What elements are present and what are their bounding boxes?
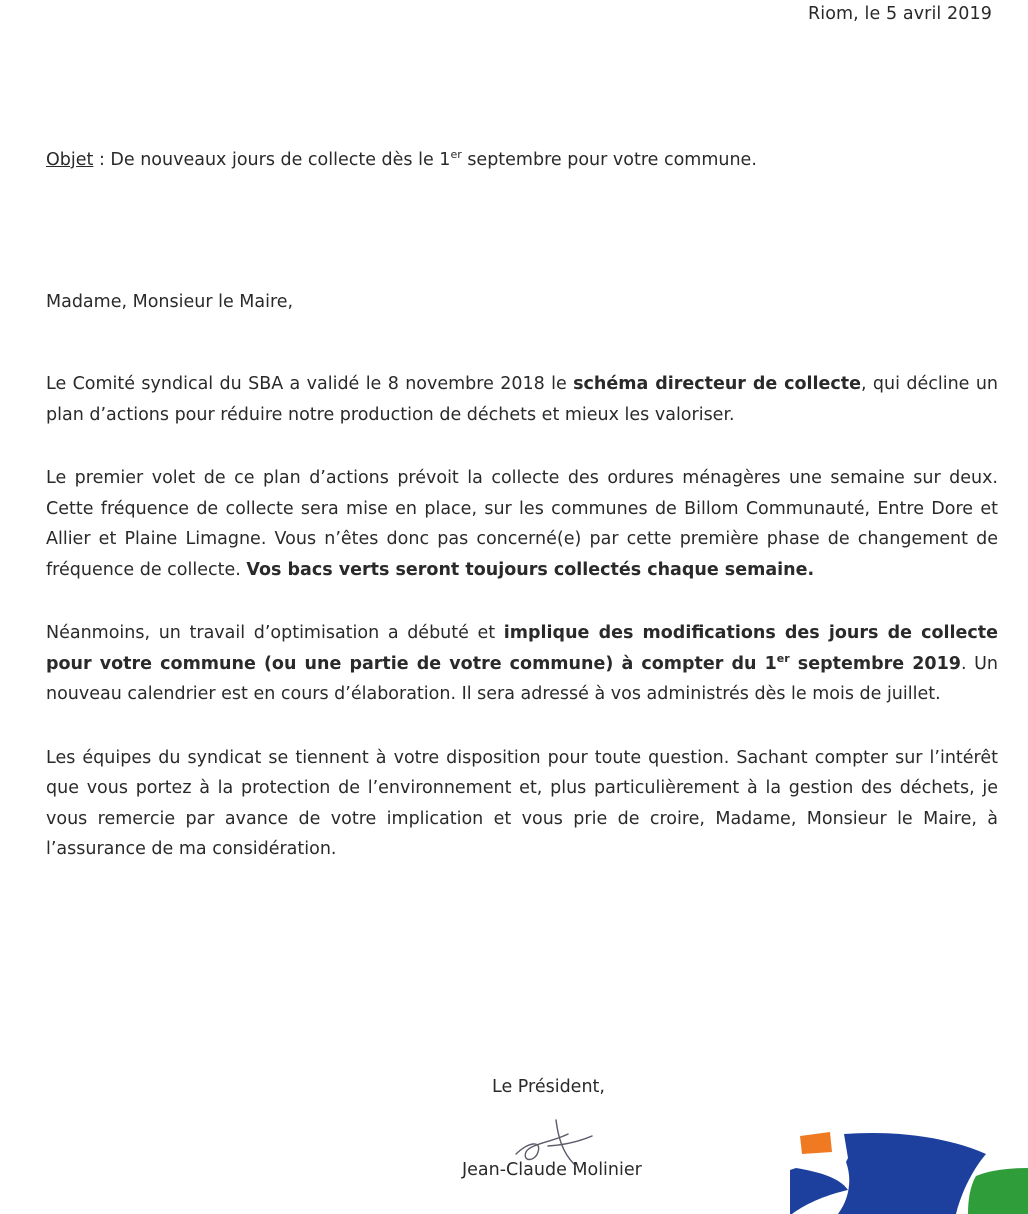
subject-line <box>46 150 757 170</box>
letter-body <box>46 369 998 898</box>
paragraph-2 <box>46 463 998 585</box>
paragraph-3-bold: implique des modifications des jours de collecte pour votre commune (ou une partie de votre commune) à compter du 1 <box>46 623 998 674</box>
paragraph-1-bold: schéma directeur de collecte <box>573 374 861 394</box>
paragraph-1-text-c: , qui décline un plan d’actions pour réduire notre production de déchets et mieux les valoriser. <box>46 374 998 425</box>
subject-text-after: septembre pour votre commune. <box>461 150 757 170</box>
signer-name: Jean-Claude Molinier <box>462 1160 642 1180</box>
paragraph-4: Les équipes du syndicat se tiennent à votre disposition pour toute question. Sachant compter sur l’intérêt que vous portez à la protection de l’environnement et, plus particulièrement à la gestion des déchets, je vous remercie par avance de votre implication et vous prie de croire, Madame, Monsieur le Maire, à l’assurance de ma considération. <box>46 747 998 859</box>
letter-date: Riom, le 5 avril 2019 <box>808 4 992 24</box>
paragraph-1 <box>46 369 998 430</box>
subject-label: Objet <box>46 150 94 170</box>
paragraph-3-text-a: Néanmoins, un travail d’optimisation a débuté et <box>46 623 504 643</box>
paragraph-3 <box>46 618 998 710</box>
salutation: Madame, Monsieur le Maire, <box>46 292 294 312</box>
paragraph-1-text-a: Le Comité syndical du SBA a validé le 8 novembre 2018 le <box>46 374 574 394</box>
paragraph-3-superscript: er <box>776 651 790 665</box>
paragraph-3-text-d: . Un nouveau calendrier est en cours d’élaboration. Il sera adressé à vos administrés dès le mois de juillet. <box>46 653 998 704</box>
organization-logo-icon <box>790 1128 1028 1214</box>
paragraph-2-text-a: Le premier volet de ce plan d’actions prévoit la collecte des ordures ménagères une semaine sur deux. Cette fréquence de collecte sera mise en place, sur les communes de Billom Communauté, Entre Dore et Allier et Plaine Limagne. Vous n’êtes donc pas concerné(e) par cette première phase de changement de fréquence de collecte. <box>46 468 998 580</box>
closing-title: Le Président, <box>492 1077 605 1097</box>
paragraph-3-bold-date: septembre 2019 <box>789 653 961 674</box>
subject-separator: : <box>93 150 111 170</box>
paragraph-2-bold: Vos bacs verts seront toujours collectés chaque semaine. <box>246 559 815 580</box>
subject-superscript: er <box>450 148 462 162</box>
subject-text-before: De nouveaux jours de collecte dès le 1 <box>110 150 451 170</box>
